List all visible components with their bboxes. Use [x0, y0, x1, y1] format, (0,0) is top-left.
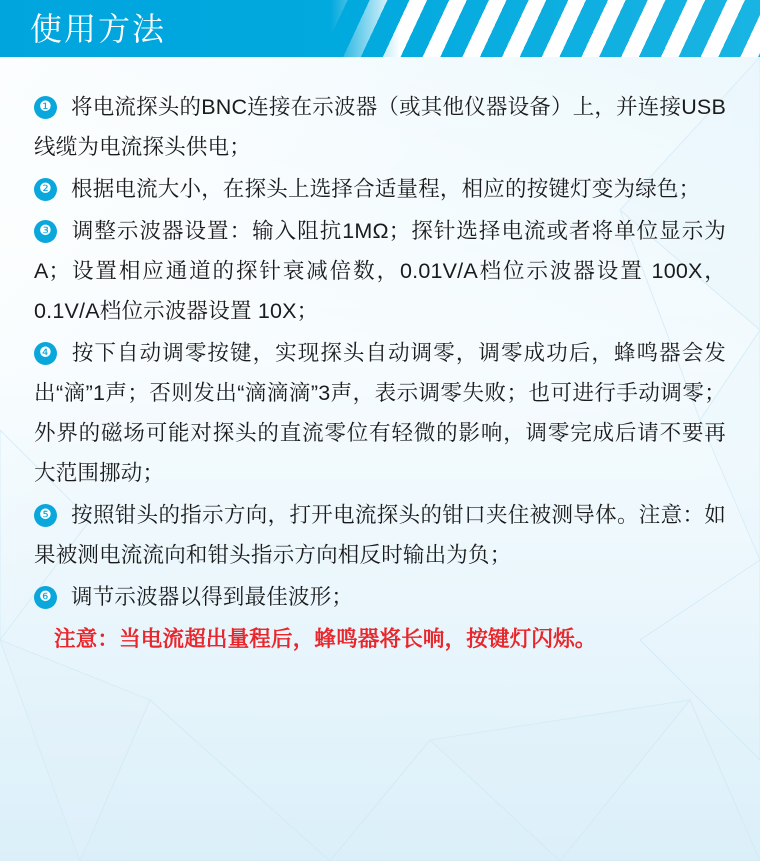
step-number-icon: ❸	[34, 220, 57, 243]
step-text-2	[34, 169, 726, 209]
list-item	[34, 577, 726, 617]
step-content: 调节示波器以得到最佳波形；	[71, 585, 354, 609]
page-title: 使用方法	[30, 11, 167, 47]
step-text-4	[34, 333, 726, 493]
step-text-3	[34, 211, 726, 331]
list-item	[34, 87, 726, 167]
step-content: 调整示波器设置：输入阻抗1MΩ；探针选择电流或者将单位显示为A；设置相应通道的探针衰减倍数，0.01V/A档位示波器设置 100X，0.1V/A档位示波器设置 10X；	[34, 219, 726, 323]
step-content: 按下自动调零按键，实现探头自动调零，调零成功后，蜂鸣器会发出“滴”1声；否则发出“滴滴滴”3声，表示调零失败；也可进行手动调零；外界的磁场可能对探头的直流零位有轻微的影响，调零完成后请不要再大范围挪动；	[34, 341, 726, 485]
page-header	[0, 0, 760, 57]
step-content: 按照钳头的指示方向，打开电流探头的钳口夹住被测导体。注意：如果被测电流流向和钳头指示方向相反时输出为负；	[34, 503, 726, 567]
step-number-icon: ❶	[34, 96, 57, 119]
step-text-1	[34, 87, 726, 167]
step-number-icon: ❷	[34, 178, 57, 201]
header-stripes-decoration	[330, 0, 760, 57]
list-item	[34, 333, 726, 493]
list-item	[34, 169, 726, 209]
step-text-6	[34, 577, 726, 617]
step-number-icon: ❻	[34, 586, 57, 609]
step-number-icon: ❺	[34, 504, 57, 527]
list-item	[34, 495, 726, 575]
step-content: 将电流探头的BNC连接在示波器（或其他仪器设备）上，并连接USB线缆为电流探头供电；	[34, 95, 727, 159]
step-text-5	[34, 495, 726, 575]
step-number-icon: ❹	[34, 342, 57, 365]
warning-note-text: 注意：当电流超出量程后，蜂鸣器将长响，按键灯闪烁。	[54, 627, 597, 651]
list-item	[34, 211, 726, 331]
warning-note	[34, 619, 726, 659]
instructions-list	[0, 57, 760, 659]
step-content: 根据电流大小，在探头上选择合适量程，相应的按键灯变为绿色；	[71, 177, 701, 201]
